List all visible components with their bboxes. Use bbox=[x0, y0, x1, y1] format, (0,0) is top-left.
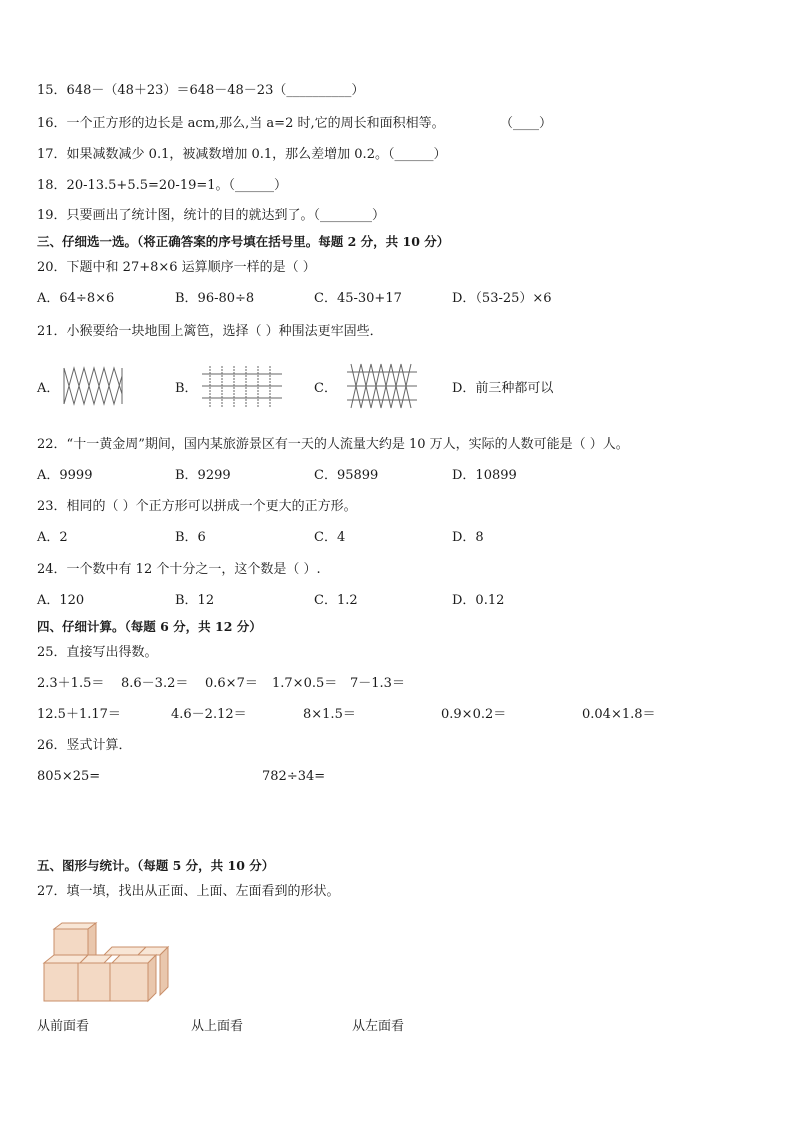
question-23: 23．相同的（ ）个正方形可以拼成一个更大的正方形。 bbox=[37, 499, 357, 514]
q23-option-d: D．8 bbox=[452, 530, 484, 545]
section-3-heading: 三、仔细选一选。（将正确答案的序号填在括号里。每题 2 分，共 10 分） bbox=[37, 234, 450, 249]
question-18: 18．20-13.5+5.5=20-19=1。（______） bbox=[37, 178, 288, 193]
calc-item: 1.7×0.5＝ bbox=[272, 676, 338, 691]
q21-option-d: D．前三种都可以 bbox=[452, 381, 554, 396]
q20-option-b: B．96-80÷8 bbox=[175, 291, 255, 306]
q24-option-a: A．120 bbox=[37, 593, 85, 608]
section-5-heading: 五、图形与统计。（每题 5 分，共 10 分） bbox=[37, 858, 275, 873]
question-24: 24．一个数中有 12 个十分之一，这个数是（ ）. bbox=[37, 562, 321, 577]
question-27: 27．填一填，找出从正面、上面、左面看到的形状。 bbox=[37, 884, 340, 899]
calc-item: 0.04×1.8＝ bbox=[582, 707, 656, 722]
q22-option-c: C．95899 bbox=[314, 468, 379, 483]
calc-item: 4.6－2.12＝ bbox=[171, 707, 247, 722]
section-4-heading: 四、仔细计算。（每题 6 分，共 12 分） bbox=[37, 619, 262, 634]
fence-diagonal-pattern-image bbox=[62, 364, 124, 408]
question-21: 21．小猴要给一块地围上篱笆，选择（ ）种围法更牢固些． bbox=[37, 324, 383, 339]
q23-option-c: C．4 bbox=[314, 530, 346, 545]
front-view-label: 从前面看 bbox=[37, 1019, 90, 1034]
question-20: 20．下题中和 27+8×6 运算顺序一样的是（ ） bbox=[37, 260, 316, 275]
calc-item: 12.5＋1.17＝ bbox=[37, 707, 121, 722]
vertical-calc-item: 805×25= bbox=[37, 769, 101, 784]
fence-grid-pattern-image bbox=[200, 364, 284, 410]
question-16: 16．一个正方形的边长是 acm,那么,当 a=2 时,它的周长和面积相等。 bbox=[37, 116, 445, 131]
calc-item: 7－1.3＝ bbox=[350, 676, 405, 691]
q22-option-b: B．9299 bbox=[175, 468, 231, 483]
q22-option-d: D．10899 bbox=[452, 468, 517, 483]
calc-item: 0.9×0.2＝ bbox=[441, 707, 507, 722]
vertical-calc-item: 782÷34= bbox=[262, 769, 326, 784]
fence-triangle-pattern-image bbox=[345, 362, 419, 410]
q21-option-a: A． bbox=[37, 381, 60, 396]
q23-option-b: B．6 bbox=[175, 530, 206, 545]
q21-option-b: B． bbox=[175, 381, 198, 396]
question-22: 22．“十一黄金周”期间，国内某旅游景区有一天的人流量大约是 10 万人，实际的人数可能是（ ）人。 bbox=[37, 437, 629, 452]
calc-item: 2.3＋1.5＝ bbox=[37, 676, 105, 691]
question-15: 15．648－（48＋23）＝648－48－23（__________） bbox=[37, 83, 365, 98]
q22-option-a: A．9999 bbox=[37, 468, 93, 483]
q24-option-c: C．1.2 bbox=[314, 593, 358, 608]
q20-option-a: A．64÷8×6 bbox=[37, 291, 115, 306]
cube-stack-image bbox=[40, 915, 172, 1007]
question-17: 17．如果减数减少 0.1，被减数增加 0.1，那么差增加 0.2。（______） bbox=[37, 147, 447, 162]
left-view-label: 从左面看 bbox=[352, 1019, 405, 1034]
question-25: 25．直接写出得数。 bbox=[37, 645, 158, 660]
question-16-answer-blank: （____） bbox=[500, 116, 553, 131]
q20-option-d: D．（53-25）×6 bbox=[452, 291, 552, 306]
q21-option-c: C． bbox=[314, 381, 337, 396]
calc-item: 0.6×7＝ bbox=[205, 676, 258, 691]
calc-item: 8×1.5＝ bbox=[303, 707, 356, 722]
q20-option-c: C．45-30+17 bbox=[314, 291, 402, 306]
question-26: 26．竖式计算． bbox=[37, 738, 132, 753]
top-view-label: 从上面看 bbox=[191, 1019, 244, 1034]
q23-option-a: A．2 bbox=[37, 530, 68, 545]
q24-option-b: B．12 bbox=[175, 593, 215, 608]
q24-option-d: D．0.12 bbox=[452, 593, 505, 608]
question-19: 19．只要画出了统计图，统计的目的就达到了。（________） bbox=[37, 208, 386, 223]
calc-item: 8.6－3.2＝ bbox=[121, 676, 189, 691]
